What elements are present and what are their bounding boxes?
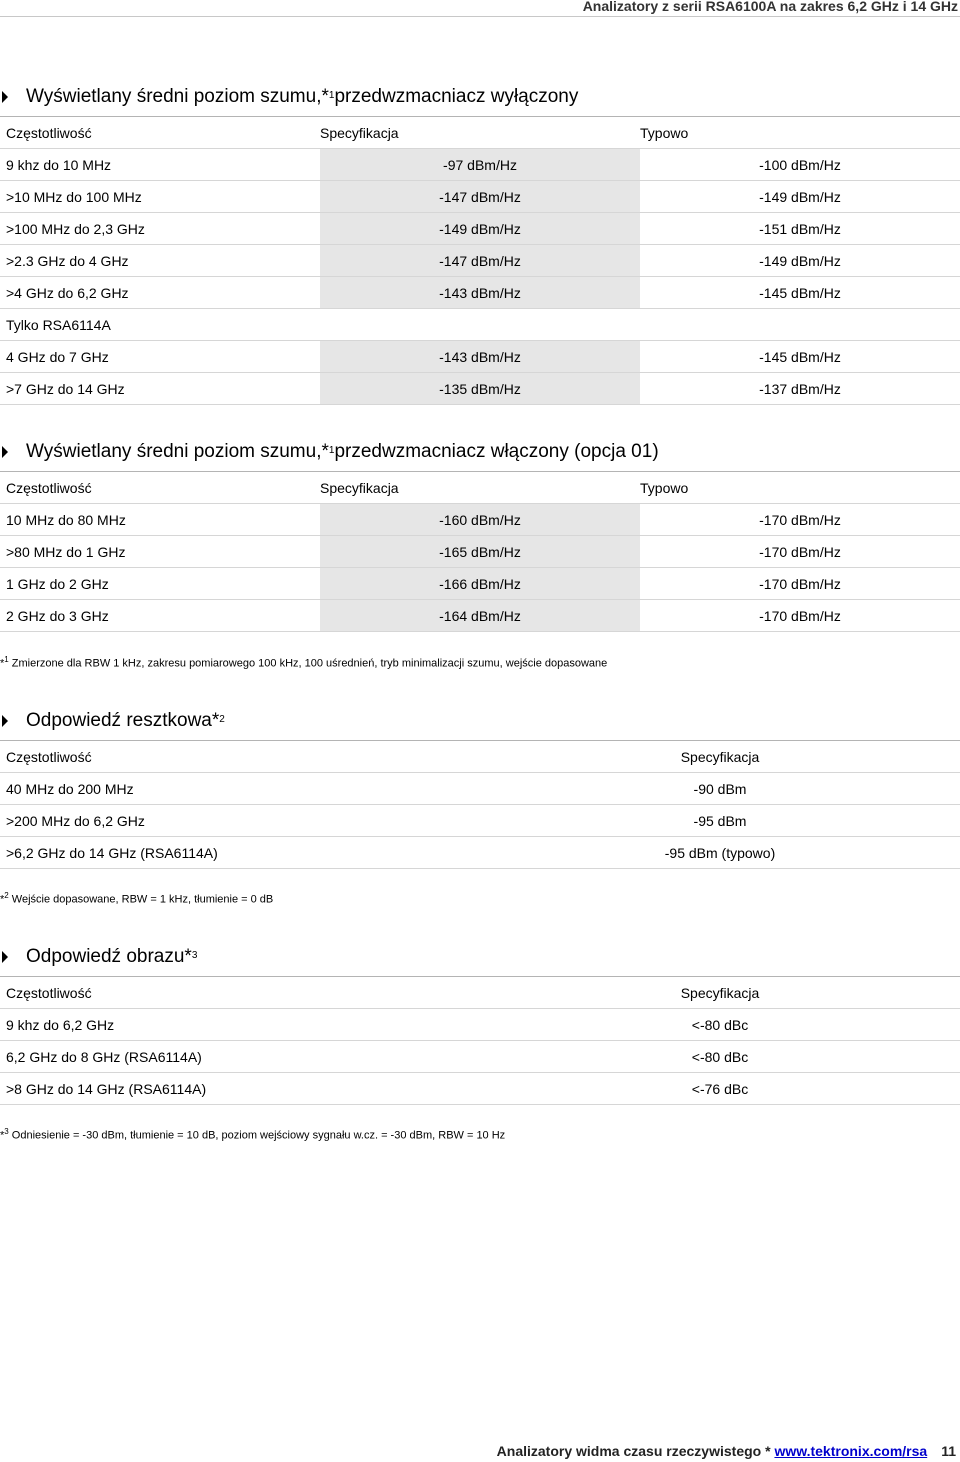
table-cell: -147 dBm/Hz: [320, 181, 640, 213]
section-title: Odpowiedź obrazu*: [26, 946, 192, 967]
column-header: Częstotliwość: [0, 977, 480, 1009]
table-row: [0, 1041, 960, 1073]
table-cell: -149 dBm/Hz: [320, 213, 640, 245]
table-cell: -137 dBm/Hz: [640, 373, 960, 405]
table-header-row: [0, 472, 960, 504]
table-row: [0, 1009, 960, 1041]
table-header-row: [0, 977, 960, 1009]
column-header: Specyfikacja: [480, 741, 960, 773]
footnote-ref: 1: [328, 89, 335, 101]
table-cell: -170 dBm/Hz: [640, 536, 960, 568]
table-cell: -97 dBm/Hz: [320, 149, 640, 181]
table-cell: -170 dBm/Hz: [640, 504, 960, 536]
table-cell: 4 GHz do 7 GHz: [0, 341, 320, 373]
table-cell: -151 dBm/Hz: [640, 213, 960, 245]
section-heading-image-response: [0, 946, 197, 968]
column-header: Specyfikacja: [480, 977, 960, 1009]
section-title-rest: przedwzmacniacz wyłączony: [334, 86, 579, 107]
triangle-bullet-icon: [2, 446, 8, 458]
page-number: 11: [941, 1443, 956, 1459]
table-row: [0, 568, 960, 600]
page-header: [0, 0, 960, 17]
table-row: [0, 536, 960, 568]
table-row: [0, 504, 960, 536]
table-row: [0, 600, 960, 632]
table-subheading: Tylko RSA6114A: [0, 309, 320, 341]
table-cell: 1 GHz do 2 GHz: [0, 568, 320, 600]
table-cell: -149 dBm/Hz: [640, 245, 960, 277]
table-cell: -95 dBm (typowo): [480, 837, 960, 869]
section-title: Wyświetlany średni poziom szumu,*: [26, 441, 329, 462]
table-cell: -145 dBm/Hz: [640, 341, 960, 373]
footnote-1: *$^1$ Zmierzone dla RBW 1 kHz, zakresu pomiarowego 100 kHz, 100 uśrednień, tryb minimalizacji szumu, wejście dopasowane: [0, 655, 608, 670]
table-header-row: [0, 117, 960, 149]
table-cell: >10 MHz do 100 MHz: [0, 181, 320, 213]
table-cell: 9 khz do 10 MHz: [0, 149, 320, 181]
triangle-bullet-icon: [2, 715, 8, 727]
footer-link[interactable]: www.tektronix.com/rsa: [774, 1443, 928, 1459]
column-header: Częstotliwość: [0, 117, 320, 149]
table-cell: 10 MHz do 80 MHz: [0, 504, 320, 536]
header-title: Analizatory z serii RSA6100A na zakres 6,2 GHz i 14 GHz: [582, 0, 958, 14]
table-cell: 2 GHz do 3 GHz: [0, 600, 320, 632]
table-cell: <-76 dBc: [480, 1073, 960, 1105]
section-title: Odpowiedź resztkowa*: [26, 710, 220, 731]
image-response-table: [0, 976, 960, 1105]
table-cell: 6,2 GHz do 8 GHz (RSA6114A): [0, 1041, 480, 1073]
table-cell: -143 dBm/Hz: [320, 341, 640, 373]
table-cell: -170 dBm/Hz: [640, 600, 960, 632]
table-cell: -95 dBm: [480, 805, 960, 837]
table-cell: >2.3 GHz do 4 GHz: [0, 245, 320, 277]
column-header: Częstotliwość: [0, 472, 320, 504]
footnote-ref: 3: [191, 949, 198, 961]
table-row: [0, 1073, 960, 1105]
table-cell: >4 GHz do 6,2 GHz: [0, 277, 320, 309]
table-cell: >7 GHz do 14 GHz: [0, 373, 320, 405]
table-row: [0, 805, 960, 837]
column-header: Specyfikacja: [320, 117, 640, 149]
table-cell: -135 dBm/Hz: [320, 373, 640, 405]
footer-text: Analizatory widma czasu rzeczywistego *: [496, 1443, 775, 1459]
table-cell: >100 MHz do 2,3 GHz: [0, 213, 320, 245]
column-header: Typowo: [640, 472, 960, 504]
table-cell: >80 MHz do 1 GHz: [0, 536, 320, 568]
column-header: Częstotliwość: [0, 741, 480, 773]
table-header-row: [0, 741, 960, 773]
table-cell: -147 dBm/Hz: [320, 245, 640, 277]
table-cell: -164 dBm/Hz: [320, 600, 640, 632]
table-cell: -149 dBm/Hz: [640, 181, 960, 213]
table-cell: -100 dBm/Hz: [640, 149, 960, 181]
column-header: Specyfikacja: [320, 472, 640, 504]
table-row: [0, 213, 960, 245]
section-title: Wyświetlany średni poziom szumu,*: [26, 86, 329, 107]
table-cell: 9 khz do 6,2 GHz: [0, 1009, 480, 1041]
table-cell: -90 dBm: [480, 773, 960, 805]
residual-response-table: [0, 740, 960, 869]
table-cell: -170 dBm/Hz: [640, 568, 960, 600]
table-cell: 40 MHz do 200 MHz: [0, 773, 480, 805]
noise-preamp-on-table: [0, 471, 960, 632]
section-heading-noise-preamp-on: [0, 441, 659, 463]
table-row: [0, 149, 960, 181]
noise-preamp-off-table: [0, 116, 960, 405]
table-cell: >200 MHz do 6,2 GHz: [0, 805, 480, 837]
table-cell: -145 dBm/Hz: [640, 277, 960, 309]
table-cell: -165 dBm/Hz: [320, 536, 640, 568]
table-row: [0, 373, 960, 405]
table-row: [0, 773, 960, 805]
section-heading-residual-response: [0, 710, 225, 732]
page-footer: [497, 1443, 956, 1459]
footnote-3: *$^3$ Odniesienie = -30 dBm, tłumienie = 10 dB, poziom wejściowy sygnału w.cz. = -30 dBm, RBW = 10 Hz: [0, 1127, 506, 1142]
table-cell: >6,2 GHz do 14 GHz (RSA6114A): [0, 837, 480, 869]
section-heading-noise-preamp-off: [0, 86, 578, 108]
table-row: [0, 277, 960, 309]
triangle-bullet-icon: [2, 91, 8, 103]
table-cell: <-80 dBc: [480, 1041, 960, 1073]
column-header: Typowo: [640, 117, 960, 149]
section-title-rest: przedwzmacniacz włączony (opcja 01): [334, 441, 659, 462]
table-cell: -160 dBm/Hz: [320, 504, 640, 536]
table-cell: >8 GHz do 14 GHz (RSA6114A): [0, 1073, 480, 1105]
table-row: [0, 181, 960, 213]
table-cell: -166 dBm/Hz: [320, 568, 640, 600]
table-row: [0, 245, 960, 277]
footnote-ref: 1: [328, 444, 335, 456]
table-cell: -143 dBm/Hz: [320, 277, 640, 309]
triangle-bullet-icon: [2, 951, 8, 963]
table-subheading-row: [0, 309, 960, 341]
footnote-2: *$^2$ Wejście dopasowane, RBW = 1 kHz, tłumienie = 0 dB: [0, 891, 274, 906]
table-row: [0, 341, 960, 373]
table-row: [0, 837, 960, 869]
table-cell: <-80 dBc: [480, 1009, 960, 1041]
footnote-ref: 2: [219, 713, 225, 725]
